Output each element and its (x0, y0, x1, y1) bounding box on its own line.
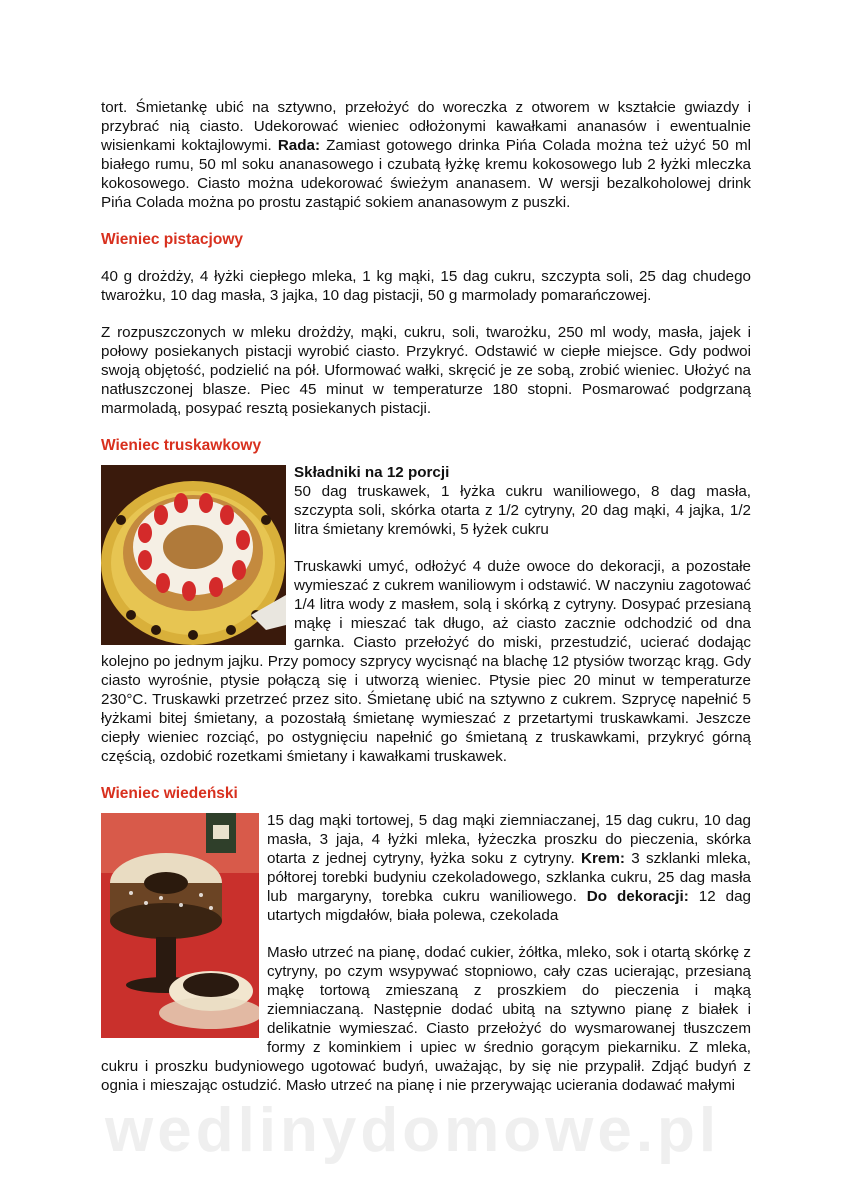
do-dekoracji-label: Do dekoracji: (586, 888, 689, 905)
heading-wieniec-pistacjowy: Wieniec pistacjowy (101, 231, 243, 248)
heading-wieniec-truskawkowy: Wieniec truskawkowy (101, 437, 262, 454)
wiedenski-method: Masło utrzeć na pianę, dodać cukier, żółtka, mleko, sok i otartą skórkę z cytryny, po czym wsypywać stopniowo, cały czas ucierając, przesianą mąkę tortową zmieszaną z proszkiem do pieczenia i mąką ziemniaczaną. Następnie dodać ubitą na sztywno pianę z białek i delikatnie wymieszać. Ciasto przełożyć do wysmarowanej tłuszczem formy z kominkiem i upiec w średnio gorącym piekarniku. Z mleka, cukru i proszku budyniowego ugotować budyń, uważając, by się nie przypalił. Zdjąć budyń z ognia i mieszając ostudzić. Masło utrzeć na pianę i nie przerywając ucierania dodawać małymi (101, 944, 751, 1094)
pistacjowy-method: Z rozpuszczonych w mleku drożdży, mąki, cukru, soli, twarożku, 250 ml wody, masła, jajek i połowy posiekanych pistacji wyrobić ciasto. Przykryć. Odstawić w ciepłe miejsce. Gdy podwoi swoją objętość, podzielić na pół. Uformować wałki, skręcić je ze sobą, zrobić wieniec. Ułożyć na natłuszczonej blasze. Piec 45 minut w temperaturze 180 stopni. Posmarować podgrzaną marmoladą, posypać resztą posiekanych pistacji. (101, 324, 751, 417)
intro-paragraph: tort. Śmietankę ubić na sztywno, przełożyć do woreczka z otworem w kształcie gwiazdy i przybrać nią ciasto. Udekorować wieniec odłożonymi kawałkami ananasów i ewentualnie wisienkami koktajlowymi. Rada: Zamiast gotowego drinka Pińa Colada można też użyć 50 ml białego rumu, 50 ml soku ananasowego i czubatą łyżkę kremu kokosowego lub 2 łyżki mleczka kokosowego. Ciasto można udekorować świeżym ananasem. W wersji bezalkoholowej drink Pińa Colada można po prostu zastąpić sokiem ananasowym z puszki. (101, 99, 751, 211)
document-page (101, 98, 751, 1095)
pistacjowy-ingredients: 40 g drożdży, 4 łyżki ciepłego mleka, 1 kg mąki, 15 dag cukru, szczypta soli, 25 dag chudego twarożku, 10 dag masła, 3 jajka, 10 dag pistacji, 50 g marmolady pomarańczowej. (101, 268, 751, 304)
truskawkowy-subtitle: Składniki na 12 porcji (294, 464, 450, 481)
vienna-wreath-photo (101, 813, 259, 1038)
rada-label: Rada: (277, 137, 321, 154)
watermark: wedlinydomowe.pl (105, 1096, 721, 1165)
krem-label: Krem: (581, 850, 625, 867)
strawberry-wreath-photo (101, 465, 286, 645)
heading-wieniec-wiedenski: Wieniec wiedeński (101, 785, 238, 802)
wiedenski-ingredients: 15 dag mąki tortowej, 5 dag mąki ziemniaczanej, 15 dag cukru, 10 dag masła, 3 jaja, 4 łyżki mleka, łyżeczka proszku do pieczenia, skórka otarta z jednej cytryny, łyżka soku z cytryny. Krem: 3 szklanki mleka, półtorej torebki budyniu czekoladowego, szklanka cukru, 25 dag masła lub margaryny, torebka cukru waniliowego. Do dekoracji: 12 dag utartych migdałów, biała polewa, czekolada (267, 812, 751, 924)
truskawkowy-method: Truskawki umyć, odłożyć 4 duże owoce do dekoracji, a pozostałe wymieszać z cukrem waniliowym i odstawić. W naczyniu zagotować 1/4 litra wody z masłem, solą i skórką z cytryny. Dosypać przesianą mąkę i mieszać tak długo, aż ciasto zacznie odchodzić od dna garnka. Ciasto przełożyć do miski, przestudzić, ucierać dodając kolejno po jednym jajku. Przy pomocy szprycy wycisnąć na blachę 12 ptysiów tworząc krąg. Gdy ciasto wyrośnie, ptysie połączą się i utworzą wieniec. Ptysie piec 20 minut w temperaturze 230°C. Truskawki przetrzeć przez sito. Śmietanę ubić na sztywno z cukrem. Szprycę napełnić 5 łyżkami bitej śmietany, a pozostałą śmietanę wymieszać z przetartymi truskawkami. Jeszcze ciepły wieniec rozciąć, po ostygnięciu napełnić go śmietaną z truskawkami, przykryć górną częścią, ozdobić rozetkami śmietany i kawałkami truskawek. (101, 558, 751, 765)
truskawkowy-ingredients: 50 dag truskawek, 1 łyżka cukru waniliowego, 8 dag masła, szczypta soli, skórka otarta z 1/2 cytryny, 20 dag mąki, 4 jajka, 1/2 litra śmietany kremówki, 5 łyżek cukru (294, 483, 751, 538)
